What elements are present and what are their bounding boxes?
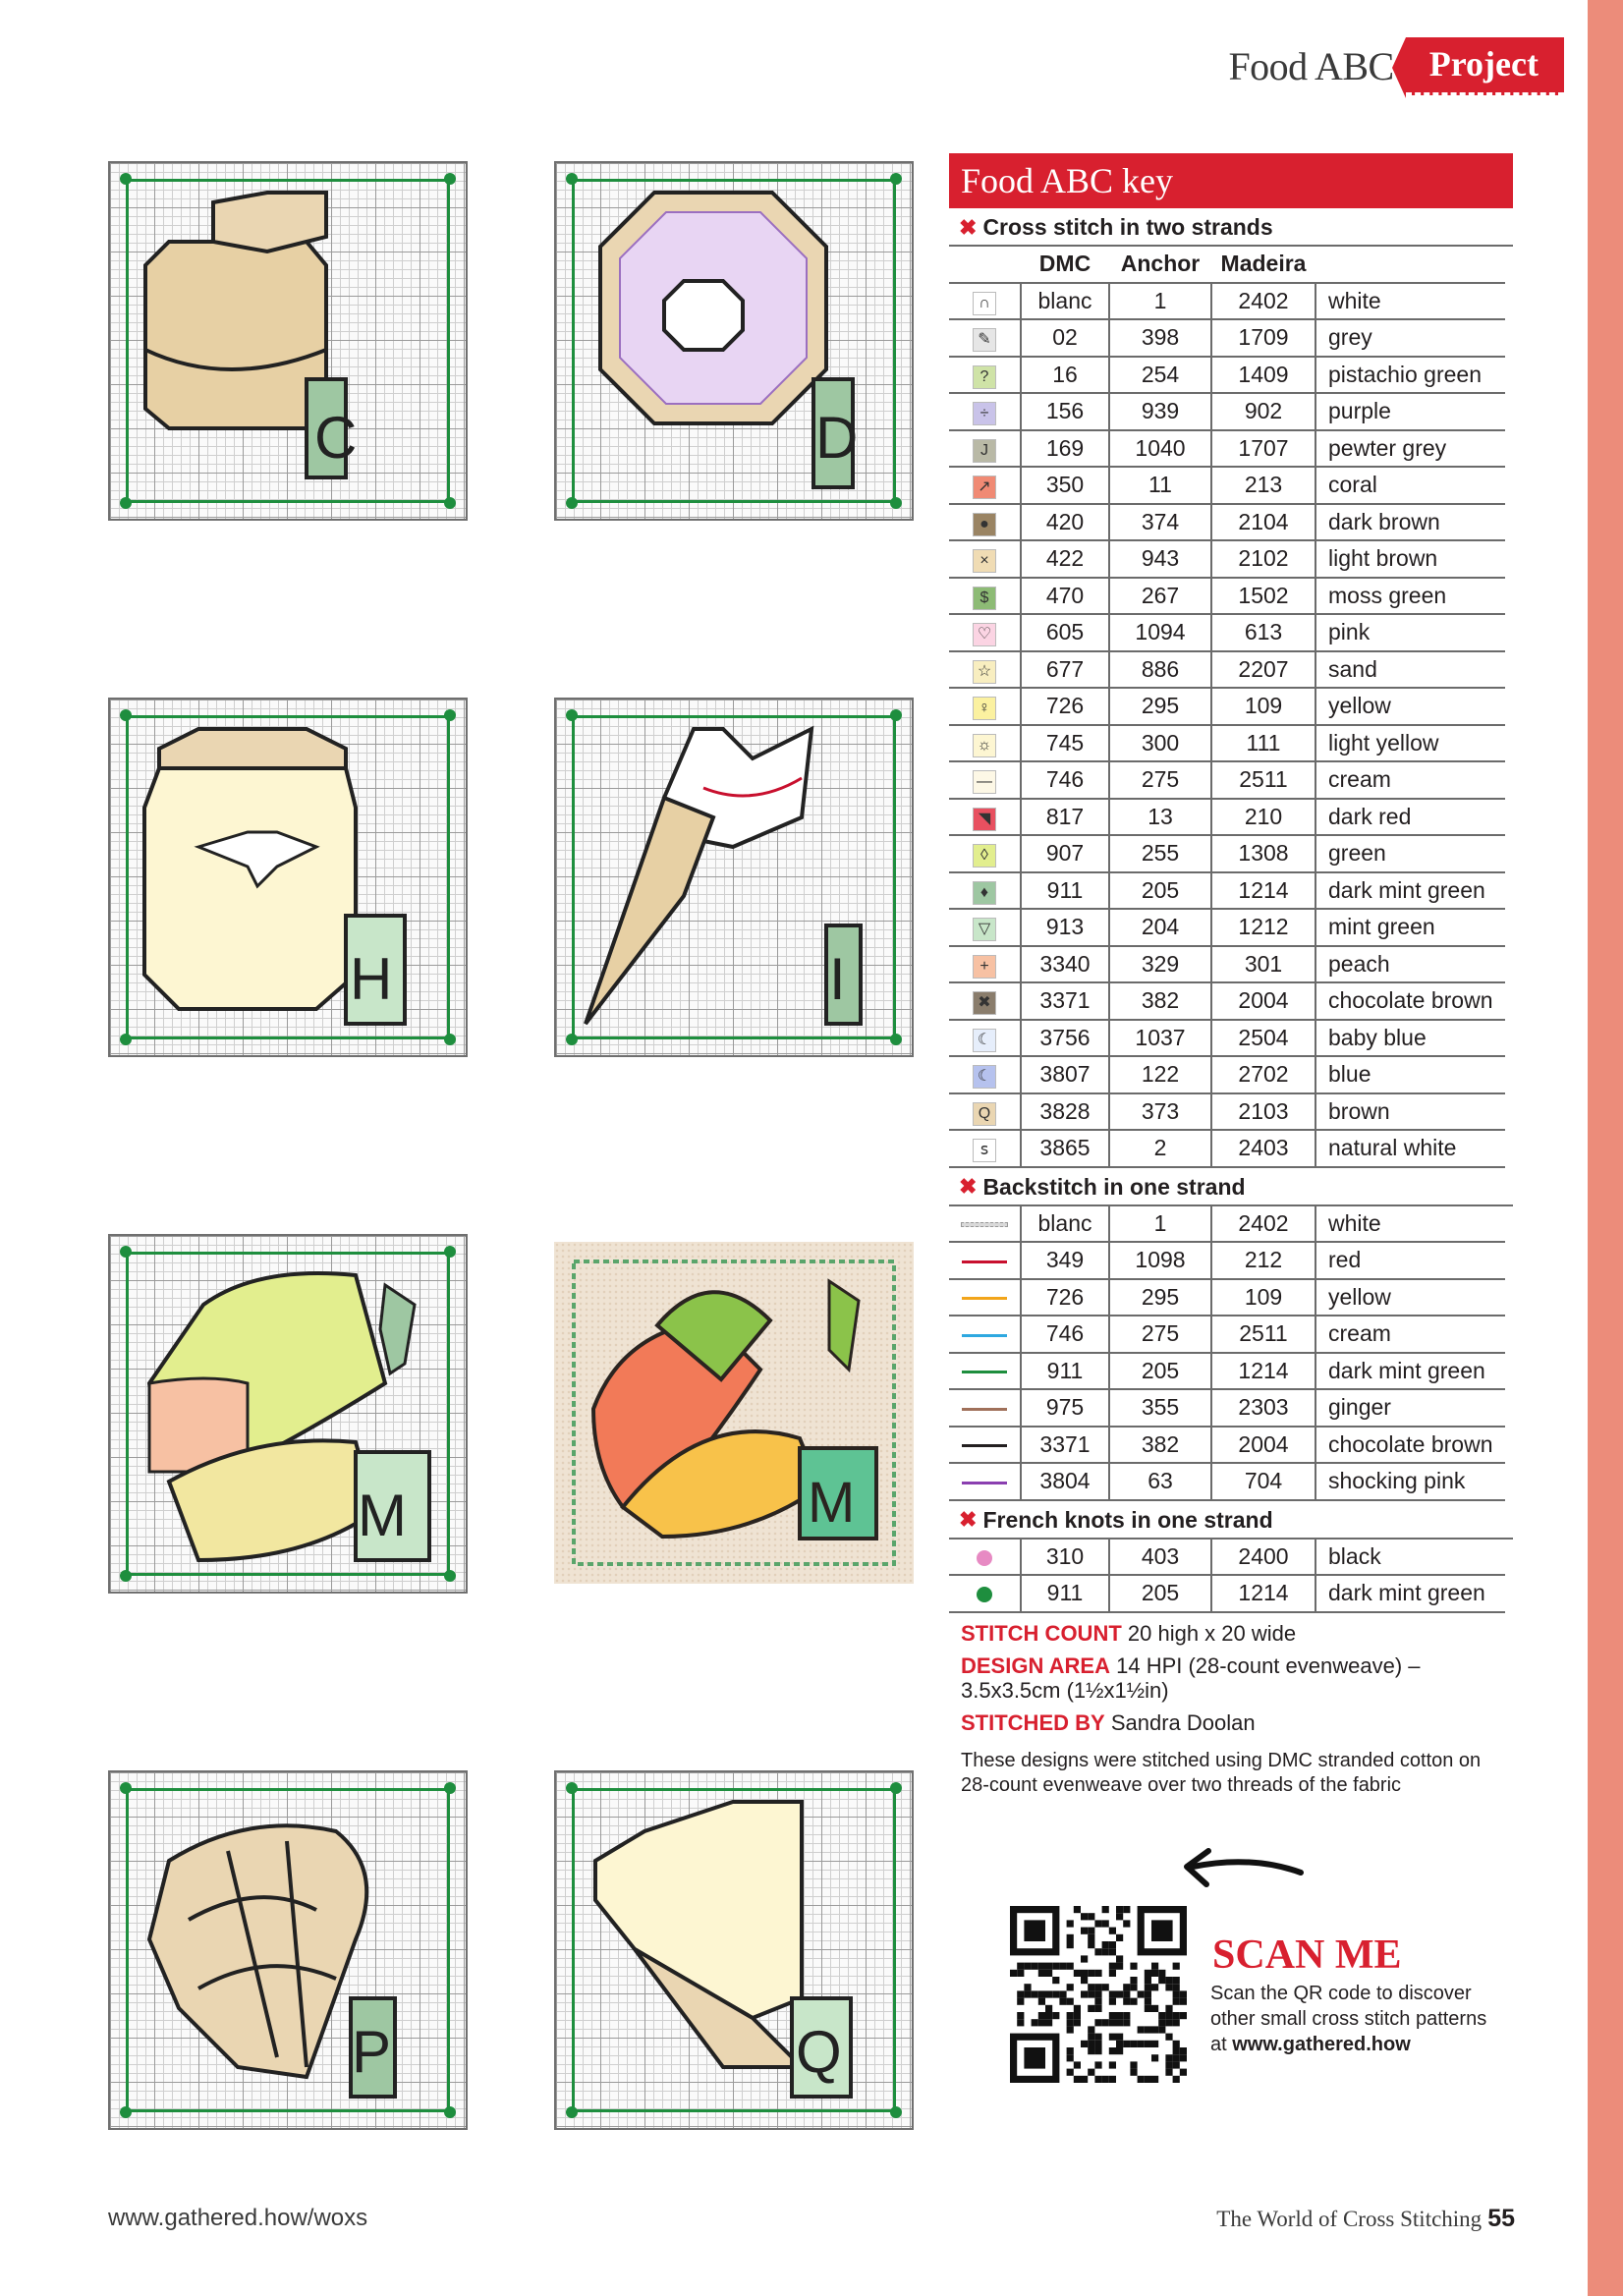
stitch-symbol: ♀ <box>973 697 996 720</box>
chart-d-doughnut <box>554 161 914 521</box>
colour-name: sand <box>1315 651 1505 689</box>
madeira-code: 1709 <box>1211 319 1315 357</box>
colour-name: light brown <box>1315 540 1505 578</box>
madeira-code: 2207 <box>1211 651 1315 689</box>
key-row <box>949 1575 1505 1612</box>
french-knot-heading-label: French knots in one strand <box>982 1506 1273 1533</box>
key-row <box>949 319 1505 357</box>
colour-name: dark brown <box>1315 504 1505 541</box>
colour-name: mint green <box>1315 909 1505 946</box>
anchor-code: 275 <box>1109 1316 1211 1353</box>
stitch-symbol: — <box>973 770 996 794</box>
colour-name: white <box>1315 283 1505 320</box>
madeira-code: 2004 <box>1211 982 1315 1020</box>
arrow-icon <box>1173 1845 1311 1904</box>
anchor-code: 1 <box>1109 283 1211 320</box>
madeira-code: 2102 <box>1211 540 1315 578</box>
key-row <box>949 688 1505 725</box>
letter-i: I <box>829 946 846 1012</box>
madeira-code: 1409 <box>1211 357 1315 394</box>
cross-icon: ✖ <box>959 1507 978 1532</box>
cross-icon: ✖ <box>959 214 978 240</box>
symbol-cell <box>949 1206 1021 1243</box>
madeira-code: 1707 <box>1211 430 1315 468</box>
anchor-code: 382 <box>1109 982 1211 1020</box>
letter-m: M <box>358 1483 407 1548</box>
madeira-code: 2511 <box>1211 761 1315 799</box>
backstitch-line-swatch <box>962 1297 1007 1300</box>
madeira-code: 2504 <box>1211 1020 1315 1057</box>
dmc-code: 349 <box>1021 1242 1109 1279</box>
backstitch-heading <box>949 1168 1513 1206</box>
anchor-code: 255 <box>1109 835 1211 872</box>
madeira-code: 109 <box>1211 688 1315 725</box>
key-row <box>949 1242 1505 1279</box>
stitch-symbol: ✎ <box>973 328 996 352</box>
stitching-note: These designs were stitched using DMC stranded cotton on 28-count evenweave over two threads of the fabric <box>961 1750 1482 1796</box>
symbol-cell <box>949 799 1021 836</box>
anchor-code: 204 <box>1109 909 1211 946</box>
colour-name: ginger <box>1315 1389 1505 1427</box>
scan-me-title: SCAN ME <box>1212 1932 1402 1978</box>
scan-me-url[interactable]: www.gathered.how <box>1232 2034 1411 2055</box>
anchor-code: 254 <box>1109 357 1211 394</box>
dmc-code: 3865 <box>1021 1130 1109 1167</box>
anchor-code: 939 <box>1109 393 1211 430</box>
stitch-symbol: ♡ <box>973 623 996 646</box>
key-row <box>949 1540 1505 1576</box>
dmc-code: 3371 <box>1021 1427 1109 1464</box>
symbol-cell <box>949 982 1021 1020</box>
colour-name: purple <box>1315 393 1505 430</box>
anchor-code: 329 <box>1109 946 1211 983</box>
colour-name: blue <box>1315 1056 1505 1093</box>
key-row <box>949 982 1505 1020</box>
key-row <box>949 540 1505 578</box>
backstitch-line-swatch <box>962 1260 1007 1263</box>
anchor-code: 886 <box>1109 651 1211 689</box>
anchor-code: 2 <box>1109 1130 1211 1167</box>
backstitch-line-swatch <box>962 1444 1007 1447</box>
key-panel <box>949 153 1513 1613</box>
anchor-code: 205 <box>1109 1353 1211 1390</box>
colour-name: peach <box>1315 946 1505 983</box>
dmc-code: 3340 <box>1021 946 1109 983</box>
key-row <box>949 1389 1505 1427</box>
symbol-cell <box>949 761 1021 799</box>
anchor-code: 1 <box>1109 1206 1211 1243</box>
chart-c-cake <box>108 161 468 521</box>
stitch-symbol: ◊ <box>973 844 996 868</box>
symbol-cell <box>949 1389 1021 1427</box>
symbol-cell <box>949 1353 1021 1390</box>
madeira-code: 1212 <box>1211 909 1315 946</box>
letter-d: D <box>815 405 859 471</box>
anchor-code: 275 <box>1109 761 1211 799</box>
madeira-code: 210 <box>1211 799 1315 836</box>
madeira-code: 1214 <box>1211 872 1315 910</box>
dmc-code: 156 <box>1021 393 1109 430</box>
dmc-code: 746 <box>1021 1316 1109 1353</box>
madeira-code: 2402 <box>1211 283 1315 320</box>
colour-name: dark red <box>1315 799 1505 836</box>
colour-name: grey <box>1315 319 1505 357</box>
symbol-cell <box>949 319 1021 357</box>
colour-name: cream <box>1315 761 1505 799</box>
anchor-code: 122 <box>1109 1056 1211 1093</box>
colour-name: red <box>1315 1242 1505 1279</box>
key-row <box>949 761 1505 799</box>
key-title: Food ABC key <box>949 153 1513 208</box>
anchor-code: 11 <box>1109 467 1211 504</box>
dmc-code: 3828 <box>1021 1093 1109 1131</box>
key-row <box>949 1279 1505 1316</box>
col-madeira: Madeira <box>1211 247 1315 283</box>
anchor-code: 1098 <box>1109 1242 1211 1279</box>
colour-name: baby blue <box>1315 1020 1505 1057</box>
anchor-code: 403 <box>1109 1540 1211 1576</box>
colour-name: coral <box>1315 467 1505 504</box>
chart-p-pretzel <box>108 1770 468 2130</box>
scan-me-description: Scan the QR code to discover other small cross stitch patterns at <box>1210 1983 1487 2055</box>
symbol-cell <box>949 467 1021 504</box>
cross-icon: ✖ <box>959 1174 978 1199</box>
stitch-symbol: ☼ <box>973 734 996 757</box>
madeira-code: 2511 <box>1211 1316 1315 1353</box>
magazine-name: The World of Cross Stitching <box>1216 2207 1483 2231</box>
stitch-symbol: J <box>973 439 996 463</box>
colour-name: shocking pink <box>1315 1463 1505 1500</box>
colour-name: chocolate brown <box>1315 1427 1505 1464</box>
qr-promo <box>1006 1845 1517 2100</box>
symbol-cell <box>949 725 1021 762</box>
design-area-label: DESIGN AREA <box>961 1653 1110 1678</box>
french-knot-heading <box>949 1501 1513 1540</box>
anchor-code: 205 <box>1109 1575 1211 1612</box>
symbol-cell <box>949 1020 1021 1057</box>
key-row <box>949 1206 1505 1243</box>
dmc-code: 677 <box>1021 651 1109 689</box>
backstitch-heading-label: Backstitch in one strand <box>982 1173 1246 1200</box>
french-knot-swatch <box>977 1587 992 1602</box>
symbol-cell <box>949 357 1021 394</box>
dmc-code: 911 <box>1021 1353 1109 1390</box>
dmc-code: 422 <box>1021 540 1109 578</box>
key-row <box>949 467 1505 504</box>
madeira-code: 2403 <box>1211 1130 1315 1167</box>
symbol-cell <box>949 1279 1021 1316</box>
key-row <box>949 1316 1505 1353</box>
key-row <box>949 283 1505 320</box>
design-area: 14 HPI (28-count evenweave) – 3.5x3.5cm (1½x1½in) <box>961 1653 1421 1703</box>
colour-name: dark mint green <box>1315 872 1505 910</box>
chart-i-icecream <box>554 698 914 1057</box>
chart-q-quiche <box>554 1770 914 2130</box>
key-row <box>949 1130 1505 1167</box>
madeira-code: 213 <box>1211 467 1315 504</box>
dmc-code: 746 <box>1021 761 1109 799</box>
key-row <box>949 578 1505 615</box>
colour-name: natural white <box>1315 1130 1505 1167</box>
backstitch-line-swatch <box>962 1334 1007 1337</box>
symbol-cell <box>949 1540 1021 1576</box>
key-row <box>949 357 1505 394</box>
key-row <box>949 1093 1505 1131</box>
symbol-cell <box>949 651 1021 689</box>
dmc-code: 310 <box>1021 1540 1109 1576</box>
dmc-code: 726 <box>1021 688 1109 725</box>
symbol-cell <box>949 1316 1021 1353</box>
stitch-symbol: + <box>973 955 996 979</box>
symbol-cell <box>949 872 1021 910</box>
key-row <box>949 946 1505 983</box>
dmc-code: 420 <box>1021 504 1109 541</box>
key-row <box>949 1463 1505 1500</box>
madeira-code: 111 <box>1211 725 1315 762</box>
anchor-code: 374 <box>1109 504 1211 541</box>
dmc-code: blanc <box>1021 283 1109 320</box>
dmc-code: 3756 <box>1021 1020 1109 1057</box>
symbol-cell <box>949 393 1021 430</box>
dmc-code: 350 <box>1021 467 1109 504</box>
stitch-symbol: ? <box>973 365 996 389</box>
backstitch-table <box>949 1206 1505 1501</box>
letter-h: H <box>350 946 393 1012</box>
stitched-by-label: STITCHED BY <box>961 1710 1105 1735</box>
design-info <box>961 1621 1511 1806</box>
anchor-code: 300 <box>1109 725 1211 762</box>
anchor-code: 295 <box>1109 688 1211 725</box>
dmc-code: 911 <box>1021 872 1109 910</box>
anchor-code: 373 <box>1109 1093 1211 1131</box>
colour-name: pink <box>1315 614 1505 651</box>
anchor-code: 382 <box>1109 1427 1211 1464</box>
letter-c: C <box>314 405 358 471</box>
colour-name: pewter grey <box>1315 430 1505 468</box>
stitch-symbol: ÷ <box>973 402 996 425</box>
madeira-code: 1308 <box>1211 835 1315 872</box>
stitch-symbol: ∩ <box>973 292 996 315</box>
symbol-cell <box>949 1427 1021 1464</box>
colour-name: dark mint green <box>1315 1575 1505 1612</box>
cross-stitch-table <box>949 247 1505 1168</box>
dmc-code: 02 <box>1021 319 1109 357</box>
dmc-code: 605 <box>1021 614 1109 651</box>
page-header <box>1228 37 1564 95</box>
key-row <box>949 1020 1505 1057</box>
colour-name: cream <box>1315 1316 1505 1353</box>
stitch-symbol: ☾ <box>973 1065 996 1089</box>
symbol-cell <box>949 909 1021 946</box>
anchor-code: 63 <box>1109 1463 1211 1500</box>
symbol-cell <box>949 504 1021 541</box>
madeira-code: 212 <box>1211 1242 1315 1279</box>
backstitch-line-swatch <box>962 1408 1007 1411</box>
symbol-cell <box>949 1463 1021 1500</box>
key-row <box>949 651 1505 689</box>
key-row <box>949 1427 1505 1464</box>
stitch-symbol: $ <box>973 587 996 610</box>
dmc-code: 907 <box>1021 835 1109 872</box>
symbol-cell <box>949 1242 1021 1279</box>
cross-heading-label: Cross stitch in two strands <box>982 214 1273 240</box>
scan-me-text <box>1210 1981 1505 2057</box>
key-row <box>949 872 1505 910</box>
dmc-code: 169 <box>1021 430 1109 468</box>
footer-folio <box>1216 2205 1515 2233</box>
key-row <box>949 799 1505 836</box>
stitch-symbol: ✖ <box>973 991 996 1015</box>
key-row <box>949 725 1505 762</box>
dmc-code: 470 <box>1021 578 1109 615</box>
madeira-code: 2104 <box>1211 504 1315 541</box>
footer-url[interactable]: www.gathered.how/woxs <box>108 2205 368 2231</box>
colour-name: yellow <box>1315 688 1505 725</box>
french-knot-swatch <box>977 1550 992 1566</box>
stitch-symbol: × <box>973 549 996 573</box>
anchor-code: 355 <box>1109 1389 1211 1427</box>
madeira-code: 2402 <box>1211 1206 1315 1243</box>
symbol-cell <box>949 1056 1021 1093</box>
madeira-code: 301 <box>1211 946 1315 983</box>
col-dmc: DMC <box>1021 247 1109 283</box>
stitch-count: 20 high x 20 wide <box>1127 1621 1297 1646</box>
stitch-symbol: ☆ <box>973 660 996 684</box>
colour-name: pistachio green <box>1315 357 1505 394</box>
key-row <box>949 393 1505 430</box>
letter-m-stitched: M <box>808 1471 856 1535</box>
dmc-code: 3804 <box>1021 1463 1109 1500</box>
dmc-code: 726 <box>1021 1279 1109 1316</box>
stitch-symbol: ꜱ <box>973 1139 996 1162</box>
key-row <box>949 430 1505 468</box>
symbol-cell <box>949 578 1021 615</box>
stitch-symbol: ♦ <box>973 881 996 905</box>
key-row <box>949 1353 1505 1390</box>
symbol-cell <box>949 688 1021 725</box>
qr-code[interactable] <box>1010 1906 1187 2083</box>
letter-p: P <box>352 2019 392 2085</box>
anchor-code: 295 <box>1109 1279 1211 1316</box>
symbol-cell <box>949 430 1021 468</box>
key-row <box>949 1056 1505 1093</box>
stitch-symbol: ● <box>973 513 996 536</box>
key-row <box>949 835 1505 872</box>
anchor-code: 267 <box>1109 578 1211 615</box>
symbol-cell <box>949 835 1021 872</box>
backstitch-line-swatch <box>961 1222 1008 1227</box>
madeira-code: 2400 <box>1211 1540 1315 1576</box>
chart-h-honey <box>108 698 468 1057</box>
anchor-code: 398 <box>1109 319 1211 357</box>
anchor-code: 1094 <box>1109 614 1211 651</box>
colour-name: green <box>1315 835 1505 872</box>
colour-name: light yellow <box>1315 725 1505 762</box>
symbol-cell <box>949 1093 1021 1131</box>
madeira-code: 2103 <box>1211 1093 1315 1131</box>
key-row <box>949 614 1505 651</box>
anchor-code: 13 <box>1109 799 1211 836</box>
dmc-code: 3807 <box>1021 1056 1109 1093</box>
stitch-symbol: ☾ <box>973 1029 996 1052</box>
colour-name: yellow <box>1315 1279 1505 1316</box>
colour-name: brown <box>1315 1093 1505 1131</box>
dmc-code: 16 <box>1021 357 1109 394</box>
symbol-cell <box>949 614 1021 651</box>
cross-stitch-heading <box>949 208 1513 247</box>
madeira-code: 613 <box>1211 614 1315 651</box>
madeira-code: 1502 <box>1211 578 1315 615</box>
stitch-symbol: ◥ <box>973 808 996 831</box>
page-number: 55 <box>1487 2205 1515 2232</box>
colour-name: moss green <box>1315 578 1505 615</box>
madeira-code: 902 <box>1211 393 1315 430</box>
anchor-code: 943 <box>1109 540 1211 578</box>
anchor-code: 1040 <box>1109 430 1211 468</box>
madeira-code: 704 <box>1211 1463 1315 1500</box>
letter-q: Q <box>796 2019 842 2085</box>
dmc-code: 3371 <box>1021 982 1109 1020</box>
symbol-cell <box>949 1575 1021 1612</box>
dmc-code: 817 <box>1021 799 1109 836</box>
chart-m-mango <box>108 1234 468 1594</box>
symbol-cell <box>949 1130 1021 1167</box>
anchor-code: 205 <box>1109 872 1211 910</box>
dmc-code: blanc <box>1021 1206 1109 1243</box>
dmc-code: 913 <box>1021 909 1109 946</box>
dmc-code: 975 <box>1021 1389 1109 1427</box>
symbol-cell <box>949 540 1021 578</box>
side-stripe <box>1588 0 1623 2296</box>
colour-name: dark mint green <box>1315 1353 1505 1390</box>
madeira-code: 1214 <box>1211 1575 1315 1612</box>
key-row <box>949 909 1505 946</box>
stitch-symbol: Q <box>973 1102 996 1126</box>
colour-name: chocolate brown <box>1315 982 1505 1020</box>
madeira-code: 2004 <box>1211 1427 1315 1464</box>
symbol-cell <box>949 283 1021 320</box>
stitch-count-label: STITCH COUNT <box>961 1621 1122 1646</box>
stitched-photo-mango <box>554 1242 914 1584</box>
backstitch-line-swatch <box>962 1482 1007 1484</box>
backstitch-line-swatch <box>962 1371 1007 1373</box>
madeira-code: 109 <box>1211 1279 1315 1316</box>
key-row <box>949 504 1505 541</box>
madeira-code: 2702 <box>1211 1056 1315 1093</box>
colour-name: white <box>1315 1206 1505 1243</box>
project-badge: Project <box>1406 37 1564 95</box>
anchor-code: 1037 <box>1109 1020 1211 1057</box>
symbol-cell <box>949 946 1021 983</box>
madeira-code: 1214 <box>1211 1353 1315 1390</box>
section-title: Food ABC <box>1228 44 1394 88</box>
stitched-by: Sandra Doolan <box>1110 1710 1256 1735</box>
stitch-symbol: ▽ <box>973 918 996 941</box>
madeira-code: 2303 <box>1211 1389 1315 1427</box>
stitch-symbol: ↗ <box>973 476 996 499</box>
colour-name: black <box>1315 1540 1505 1576</box>
french-knot-table <box>949 1540 1505 1613</box>
dmc-code: 911 <box>1021 1575 1109 1612</box>
col-anchor: Anchor <box>1109 247 1211 283</box>
dmc-code: 745 <box>1021 725 1109 762</box>
